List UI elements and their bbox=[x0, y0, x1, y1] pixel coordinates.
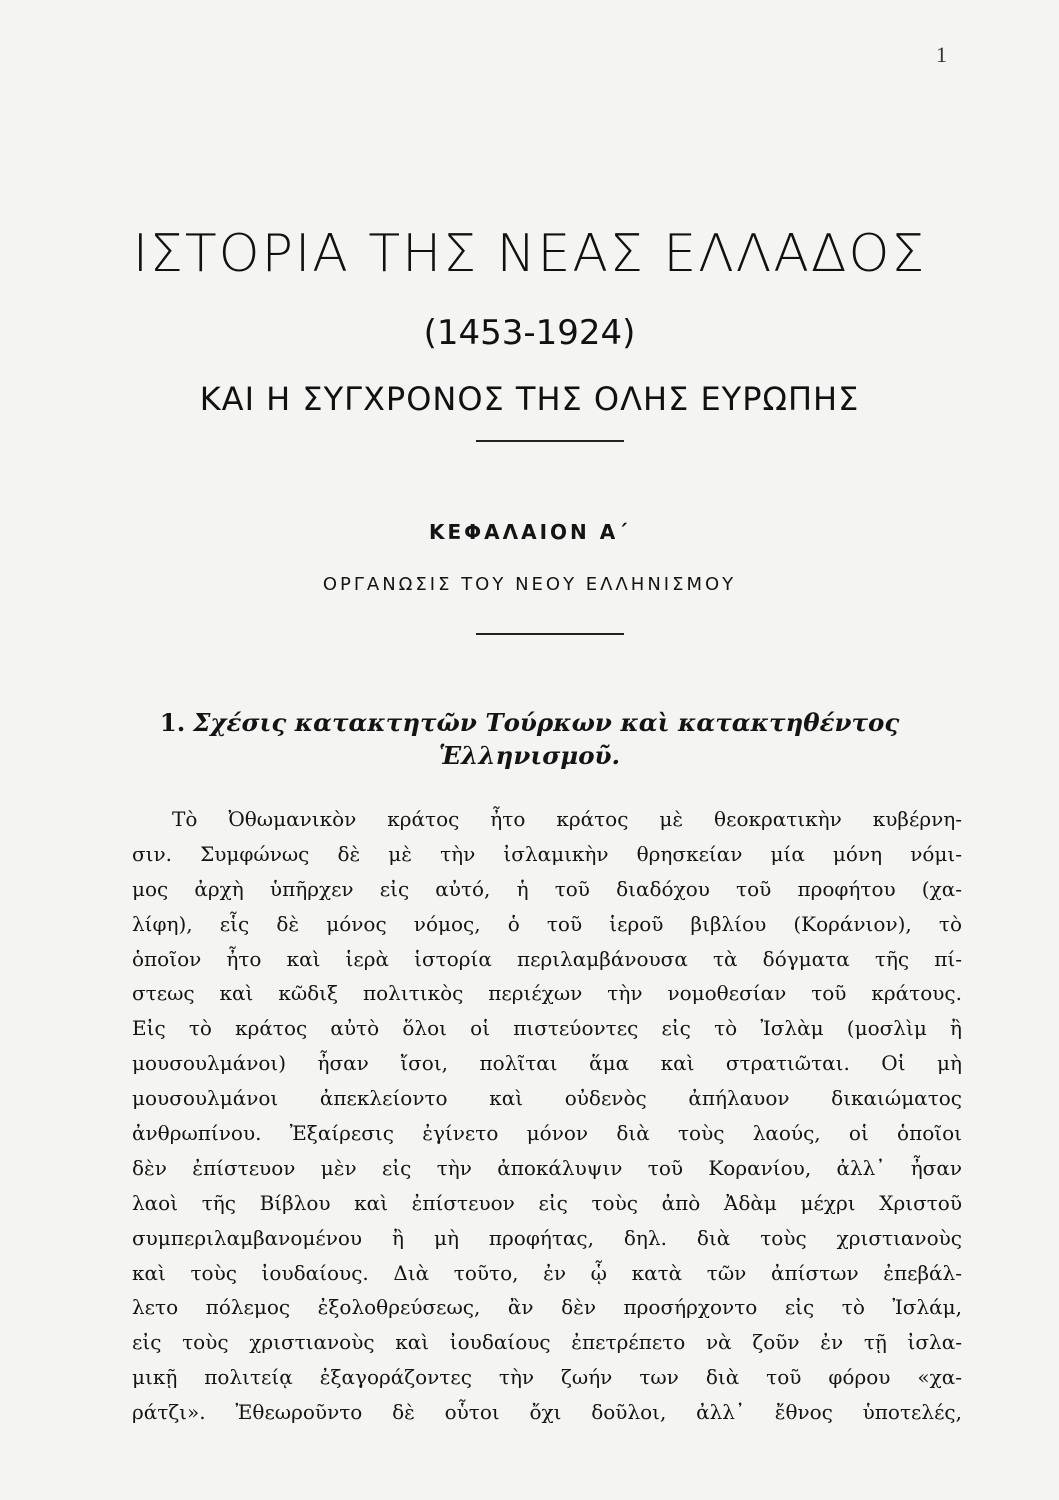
section-heading bbox=[0, 706, 1059, 772]
section-heading-line-1 bbox=[0, 706, 1059, 739]
body-line: δὲν ἐπίστευον μὲν εἰς τὴν ἀποκάλυψιν τοῦ Κορανίου, ἀλλ᾿ ἦσαν bbox=[132, 1155, 962, 1180]
body-line: μος ἀρχὴ ὑπῆρχεν εἰς αὐτό, ἡ τοῦ διαδόχου τοῦ προφήτου (χα- bbox=[132, 876, 962, 901]
book-years: (1453-1924) bbox=[423, 313, 636, 353]
book-subtitle: ΚΑΙ Η ΣΥΓΧΡΟΝΟΣ ΤΗΣ ΟΛΗΣ ΕΥΡΩΠΗΣ bbox=[199, 380, 860, 418]
book-title: ΙΣΤΟΡΙΑ ΤΗΣ ΝΕΑΣ ΕΛΛΑΔΟΣ bbox=[132, 224, 927, 284]
body-line: ράτζι». Ἐθεωροῦντο δὲ οὗτοι ὄχι δοῦλοι, ἀλλ᾿ ἔθνος ὑποτελές, bbox=[132, 1400, 962, 1425]
body-line: λετο πόλεμος ἐξολοθρεύσεως, ἂν δὲν προσήρχοντο εἰς τὸ Ἰσλάμ, bbox=[132, 1295, 962, 1320]
page-number: 1 bbox=[936, 42, 947, 67]
body-line: Εἰς τὸ κράτος αὐτὸ ὅλοι οἱ πιστεύοντες εἰς τὸ Ἰσλὰμ (μοσλὶμ ἢ bbox=[132, 1016, 962, 1041]
section-title-part-2: Ἑλληνισμοῦ. bbox=[438, 741, 621, 770]
body-line: σιν. Συμφώνως δὲ μὲ τὴν ἰσλαμικὴν θρησκείαν μία μόνη νόμι- bbox=[132, 841, 962, 866]
body-line: ὁποῖον ἦτο καὶ ἱερὰ ἱστορία περιλαμβάνουσα τὰ δόγματα τῆς πί- bbox=[132, 946, 962, 971]
body-line: στεως καὶ κῶδιξ πολιτικὸς περιέχων τὴν νομοθεσίαν τοῦ κράτους. bbox=[132, 981, 962, 1006]
section-title-part-1: Σχέσις κατακτητῶν Τούρκων καὶ κατακτηθέντος bbox=[193, 708, 900, 737]
body-line: μικῇ πολιτείᾳ ἐξαγοράζοντες τὴν ζωήν των διὰ τοῦ φόρου «χα- bbox=[132, 1365, 962, 1390]
body-line: μουσουλμάνοι) ἦσαν ἴσοι, πολῖται ἅμα καὶ στρατιῶται. Οἱ μὴ bbox=[132, 1051, 962, 1076]
body-line: καὶ τοὺς ἰουδαίους. Διὰ τοῦτο, ἐν ᾧ κατὰ τῶν ἀπίστων ἐπεβάλ- bbox=[132, 1260, 962, 1285]
body-line: μουσουλμάνοι ἀπεκλείοντο καὶ οὐδενὸς ἀπήλαυον δικαιώματος bbox=[132, 1086, 962, 1111]
body-line: λίφη), εἷς δὲ μόνος νόμος, ὁ τοῦ ἱεροῦ βιβλίου (Κοράνιον), τὸ bbox=[132, 911, 962, 936]
chapter-heading: ΚΕΦΑΛΑΙΟΝ Α΄ bbox=[428, 520, 631, 544]
body-line: ἀνθρωπίνου. Ἐξαίρεσις ἐγίνετο μόνον διὰ τοὺς λαούς, οἱ ὁποῖοι bbox=[132, 1121, 962, 1146]
title-divider bbox=[476, 440, 624, 442]
section-number: 1. bbox=[159, 708, 186, 737]
body-text bbox=[132, 802, 962, 1430]
body-line: λαοὶ τῆς Βίβλου καὶ ἐπίστευον εἰς τοὺς ἀπὸ Ἀδὰμ μέχρι Χριστοῦ bbox=[132, 1190, 962, 1215]
chapter-subheading: ΟΡΓΑΝΩΣΙΣ ΤΟΥ ΝΕΟΥ ΕΛΛΗΝΙΣΜΟΥ bbox=[322, 574, 737, 595]
body-line: Τὸ Ὀθωμανικὸν κράτος ἦτο κράτος μὲ θεοκρατικὴν κυβέρνη- bbox=[172, 807, 962, 831]
body-line: συμπεριλαμβανομένου ἢ μὴ προφήτας, δηλ. διὰ τοὺς χριστιανοὺς bbox=[132, 1225, 962, 1250]
chapter-divider bbox=[476, 633, 624, 635]
body-line: εἰς τοὺς χριστιανοὺς καὶ ἰουδαίους ἐπετρέπετο νὰ ζοῦν ἐν τῇ ἰσλα- bbox=[132, 1330, 962, 1355]
